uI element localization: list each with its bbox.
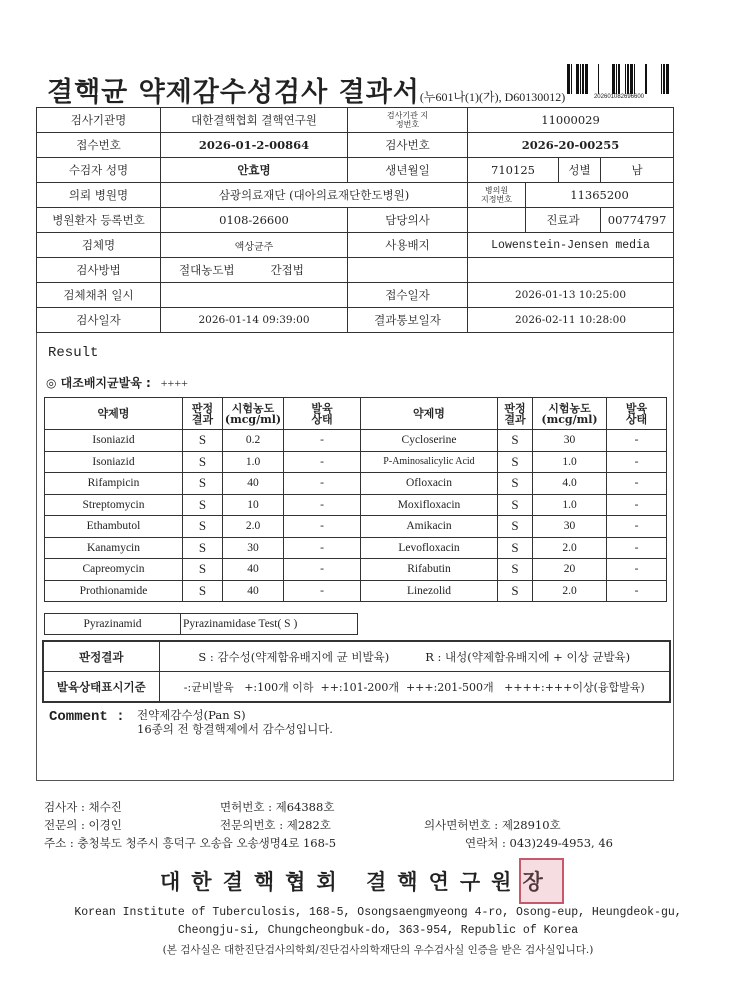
drug-name: Moxifloxacin	[361, 494, 498, 516]
pyrazinamide-label: Pyrazinamid	[45, 614, 181, 635]
comment-line: 16종의 전 항결핵제에서 감수성입니다.	[137, 722, 333, 736]
drug-row	[45, 473, 667, 495]
contact: 연락처 : 043)249-4953, 46	[465, 836, 613, 850]
drug-name: Amikacin	[361, 516, 498, 538]
info-row	[37, 258, 674, 283]
hospital-name: 삼광의료재단 (대아의료재단한도병원)	[161, 183, 468, 208]
label: 사용배지	[348, 233, 468, 258]
info-row	[37, 133, 674, 158]
drug-growth: -	[607, 451, 667, 473]
drug-growth: -	[284, 516, 361, 538]
institution: 대한결핵협회 결핵연구원	[161, 108, 348, 133]
drug-name: Isoniazid	[45, 430, 183, 452]
legend-row	[43, 672, 670, 703]
barcode	[567, 64, 671, 94]
header-drug: 약제명	[361, 398, 498, 430]
drug-header-row	[45, 398, 667, 430]
drug-growth: -	[284, 473, 361, 495]
info-row	[37, 183, 674, 208]
received-date: 2026-01-13 10:25:00	[468, 283, 674, 308]
barcode-bar	[580, 64, 581, 94]
english-address-1: Korean Institute of Tuberculosis, 168-5, Osongsaengmyeong 4-ro, Osong-eup, Heungdeok-gu,	[74, 906, 682, 919]
pyrazinamide-row	[45, 614, 358, 635]
barcode-bar	[630, 64, 633, 94]
control-value: ++++	[160, 376, 188, 390]
pyrazinamide-value: Pyrazinamidase Test( S )	[181, 614, 358, 635]
drug-growth: -	[607, 580, 667, 602]
drug-concentration: 1.0	[533, 451, 607, 473]
registration-number: 0108-26600	[161, 208, 348, 233]
header-result: 판정 결과	[183, 398, 223, 430]
drug-result: S	[183, 494, 223, 516]
drug-row	[45, 430, 667, 452]
result-heading: Result	[48, 345, 99, 361]
barcode-bar	[666, 64, 669, 94]
title-text: 결핵균 약제감수성검사 결과서	[47, 77, 420, 108]
doctor	[468, 208, 526, 233]
comment-text	[137, 708, 333, 736]
label: 의뢰 병원명	[37, 183, 161, 208]
specialist: 전문의 : 이경인	[44, 818, 122, 832]
label: 생년월일	[348, 158, 468, 183]
legend-row	[43, 641, 670, 672]
english-address-2: Cheongju-si, Chungcheongbuk-do, 363-954, Republic of Korea	[177, 924, 579, 937]
drug-concentration: 40	[223, 559, 284, 581]
barcode-bar	[567, 64, 570, 94]
address: 주소 : 충청북도 청주시 흥덕구 오송읍 오송생명4로 168-5	[44, 836, 337, 850]
drug-name: Ofloxacin	[361, 473, 498, 495]
drug-name: Cycloserine	[361, 430, 498, 452]
judge-criteria	[159, 641, 670, 672]
info-row	[37, 208, 674, 233]
drug-result: S	[498, 494, 533, 516]
drug-result: S	[183, 537, 223, 559]
drug-name: Linezolid	[361, 580, 498, 602]
drug-concentration: 20	[533, 559, 607, 581]
official-seal	[519, 858, 564, 904]
drug-name: Kanamycin	[45, 537, 183, 559]
drug-result: S	[498, 580, 533, 602]
drug-concentration: 4.0	[533, 473, 607, 495]
organization-name: 대한결핵협회 결핵연구원장	[160, 870, 554, 894]
barcode-bar	[585, 64, 588, 94]
drug-name: Prothionamide	[45, 580, 183, 602]
drug-result: S	[183, 473, 223, 495]
drug-growth: -	[284, 430, 361, 452]
comment-label: Comment :	[49, 709, 125, 725]
drug-result: S	[183, 451, 223, 473]
drug-growth: -	[284, 559, 361, 581]
drug-row	[45, 516, 667, 538]
drug-result: S	[183, 580, 223, 602]
test-date: 2026-01-14 09:39:00	[161, 308, 348, 333]
method-1: 절대농도법	[179, 263, 235, 277]
birth-date: 710125	[468, 158, 559, 183]
report-date: 2026-02-11 10:28:00	[468, 308, 674, 333]
drug-concentration: 2.0	[533, 537, 607, 559]
drug-result: S	[498, 537, 533, 559]
drug-concentration: 10	[223, 494, 284, 516]
test-method	[161, 258, 348, 283]
drug-result: S	[498, 559, 533, 581]
drug-concentration: 2.0	[533, 580, 607, 602]
doctor-license: 의사면허번호 : 제28910호	[424, 818, 561, 832]
sex: 남	[601, 158, 674, 183]
receipt-number: 2026-01-2-00864	[161, 133, 348, 158]
empty-cell	[348, 258, 468, 283]
barcode-bar	[616, 64, 617, 94]
label: 진료과	[526, 208, 601, 233]
label: 검체채취 일시	[37, 283, 161, 308]
drug-row	[45, 537, 667, 559]
drug-result: S	[183, 516, 223, 538]
drug-name: Ethambutol	[45, 516, 183, 538]
drug-table	[44, 397, 667, 602]
barcode-bar	[598, 64, 599, 94]
drug-result: S	[498, 430, 533, 452]
empty-cell	[468, 258, 674, 283]
drug-row	[45, 580, 667, 602]
label: 접수번호	[37, 133, 161, 158]
tester: 검사자 : 채수진	[44, 800, 122, 814]
label: 검사일자	[37, 308, 161, 333]
label: 병의원 지정번호	[468, 183, 526, 208]
drug-concentration: 30	[533, 516, 607, 538]
label: 수검자 성명	[37, 158, 161, 183]
header-growth: 발육 상태	[607, 398, 667, 430]
drug-concentration: 30	[533, 430, 607, 452]
drug-growth: -	[607, 430, 667, 452]
header-concentration: 시험농도 (mcg/ml)	[223, 398, 284, 430]
info-table	[36, 107, 674, 333]
info-row	[37, 283, 674, 308]
judge-label: 판정결과	[43, 641, 159, 672]
info-row	[37, 108, 674, 133]
collection-date	[161, 283, 348, 308]
method-2: 간접법	[270, 263, 304, 277]
header-drug: 약제명	[45, 398, 183, 430]
drug-row	[45, 559, 667, 581]
barcode-bar	[627, 64, 629, 94]
growth-criteria: -:균비발육 +:100개 이하 ++:101-200개 +++:201-500개 ++++:+++이상(융합발육)	[159, 672, 670, 703]
drug-concentration: 40	[223, 473, 284, 495]
info-row	[37, 158, 674, 183]
barcode-bar	[663, 64, 665, 94]
drug-name: P-Aminosalicylic Acid	[361, 451, 498, 473]
drug-name: Isoniazid	[45, 451, 183, 473]
label: 접수일자	[348, 283, 468, 308]
drug-growth: -	[284, 537, 361, 559]
drug-row	[45, 451, 667, 473]
info-row	[37, 233, 674, 258]
drug-name: Streptomycin	[45, 494, 183, 516]
document-title	[47, 70, 565, 109]
barcode-bar	[612, 64, 615, 94]
barcode-bar	[618, 64, 620, 94]
patient-name: 안효명	[161, 158, 348, 183]
test-number: 2026-20-00255	[468, 133, 674, 158]
label: 담당의사	[348, 208, 468, 233]
growth-label: 발육상태표시기준	[43, 672, 159, 703]
judge-r: R : 내성(약제함유배지에 + 이상 균발육)	[425, 649, 631, 664]
drug-growth: -	[607, 516, 667, 538]
header-concentration: 시험농도 (mcg/ml)	[533, 398, 607, 430]
specimen: 액상균주	[161, 233, 348, 258]
drug-result: S	[498, 516, 533, 538]
comment-line: 전약제감수성(Pan S)	[137, 708, 246, 722]
drug-concentration: 1.0	[533, 494, 607, 516]
label: 검사기관명	[37, 108, 161, 133]
barcode-bar	[661, 64, 662, 94]
drug-concentration: 2.0	[223, 516, 284, 538]
control-growth	[46, 374, 188, 391]
label: 검사기관 지정번호	[348, 108, 468, 133]
specialist-number: 전문의번호 : 제282호	[220, 818, 331, 832]
pyrazinamide-table	[44, 613, 358, 635]
judge-s: S : 감수성(약제함유배지에 균 비발육)	[198, 649, 390, 664]
drug-result: S	[183, 559, 223, 581]
label: 검체명	[37, 233, 161, 258]
label: 결과통보일자	[348, 308, 468, 333]
barcode-bar	[625, 64, 626, 94]
drug-concentration: 0.2	[223, 430, 284, 452]
drug-row	[45, 494, 667, 516]
barcode-bar	[582, 64, 584, 94]
legend-table	[42, 640, 671, 703]
drug-growth: -	[607, 473, 667, 495]
label: 성별	[559, 158, 601, 183]
license-number: 면허번호 : 제64388호	[220, 800, 335, 814]
barcode-bar	[645, 64, 647, 94]
medium: Lowenstein-Jensen media	[468, 233, 674, 258]
barcode-bar	[634, 64, 635, 94]
drug-growth: -	[284, 451, 361, 473]
drug-name: Rifampicin	[45, 473, 183, 495]
drug-name: Rifabutin	[361, 559, 498, 581]
drug-growth: -	[607, 559, 667, 581]
label: 검사번호	[348, 133, 468, 158]
drug-growth: -	[607, 537, 667, 559]
form-code: (누601나(1)(가), D60130012)	[419, 90, 566, 104]
header-growth: 발육 상태	[284, 398, 361, 430]
control-label: ◎ 대조배지균발육 :	[46, 376, 151, 390]
drug-name: Capreomycin	[45, 559, 183, 581]
info-row	[37, 308, 674, 333]
drug-result: S	[183, 430, 223, 452]
drug-growth: -	[284, 494, 361, 516]
hospital-code: 11365200	[526, 183, 674, 208]
barcode-bar	[571, 64, 572, 94]
department: 00774797	[601, 208, 674, 233]
label: 병원환자 등록번호	[37, 208, 161, 233]
barcode-bar	[576, 64, 579, 94]
drug-growth: -	[284, 580, 361, 602]
drug-name: Levofloxacin	[361, 537, 498, 559]
drug-concentration: 40	[223, 580, 284, 602]
drug-concentration: 30	[223, 537, 284, 559]
drug-result: S	[498, 473, 533, 495]
header-result: 판정 결과	[498, 398, 533, 430]
drug-result: S	[498, 451, 533, 473]
barcode-number: 202601082696600	[593, 94, 645, 100]
drug-growth: -	[607, 494, 667, 516]
certification-note: (본 검사실은 대한진단검사의학회/진단검사의학재단의 우수검사실 인증을 받은 검사실입니다.)	[162, 944, 594, 956]
institution-code: 11000029	[468, 108, 674, 133]
drug-concentration: 1.0	[223, 451, 284, 473]
label: 검사방법	[37, 258, 161, 283]
